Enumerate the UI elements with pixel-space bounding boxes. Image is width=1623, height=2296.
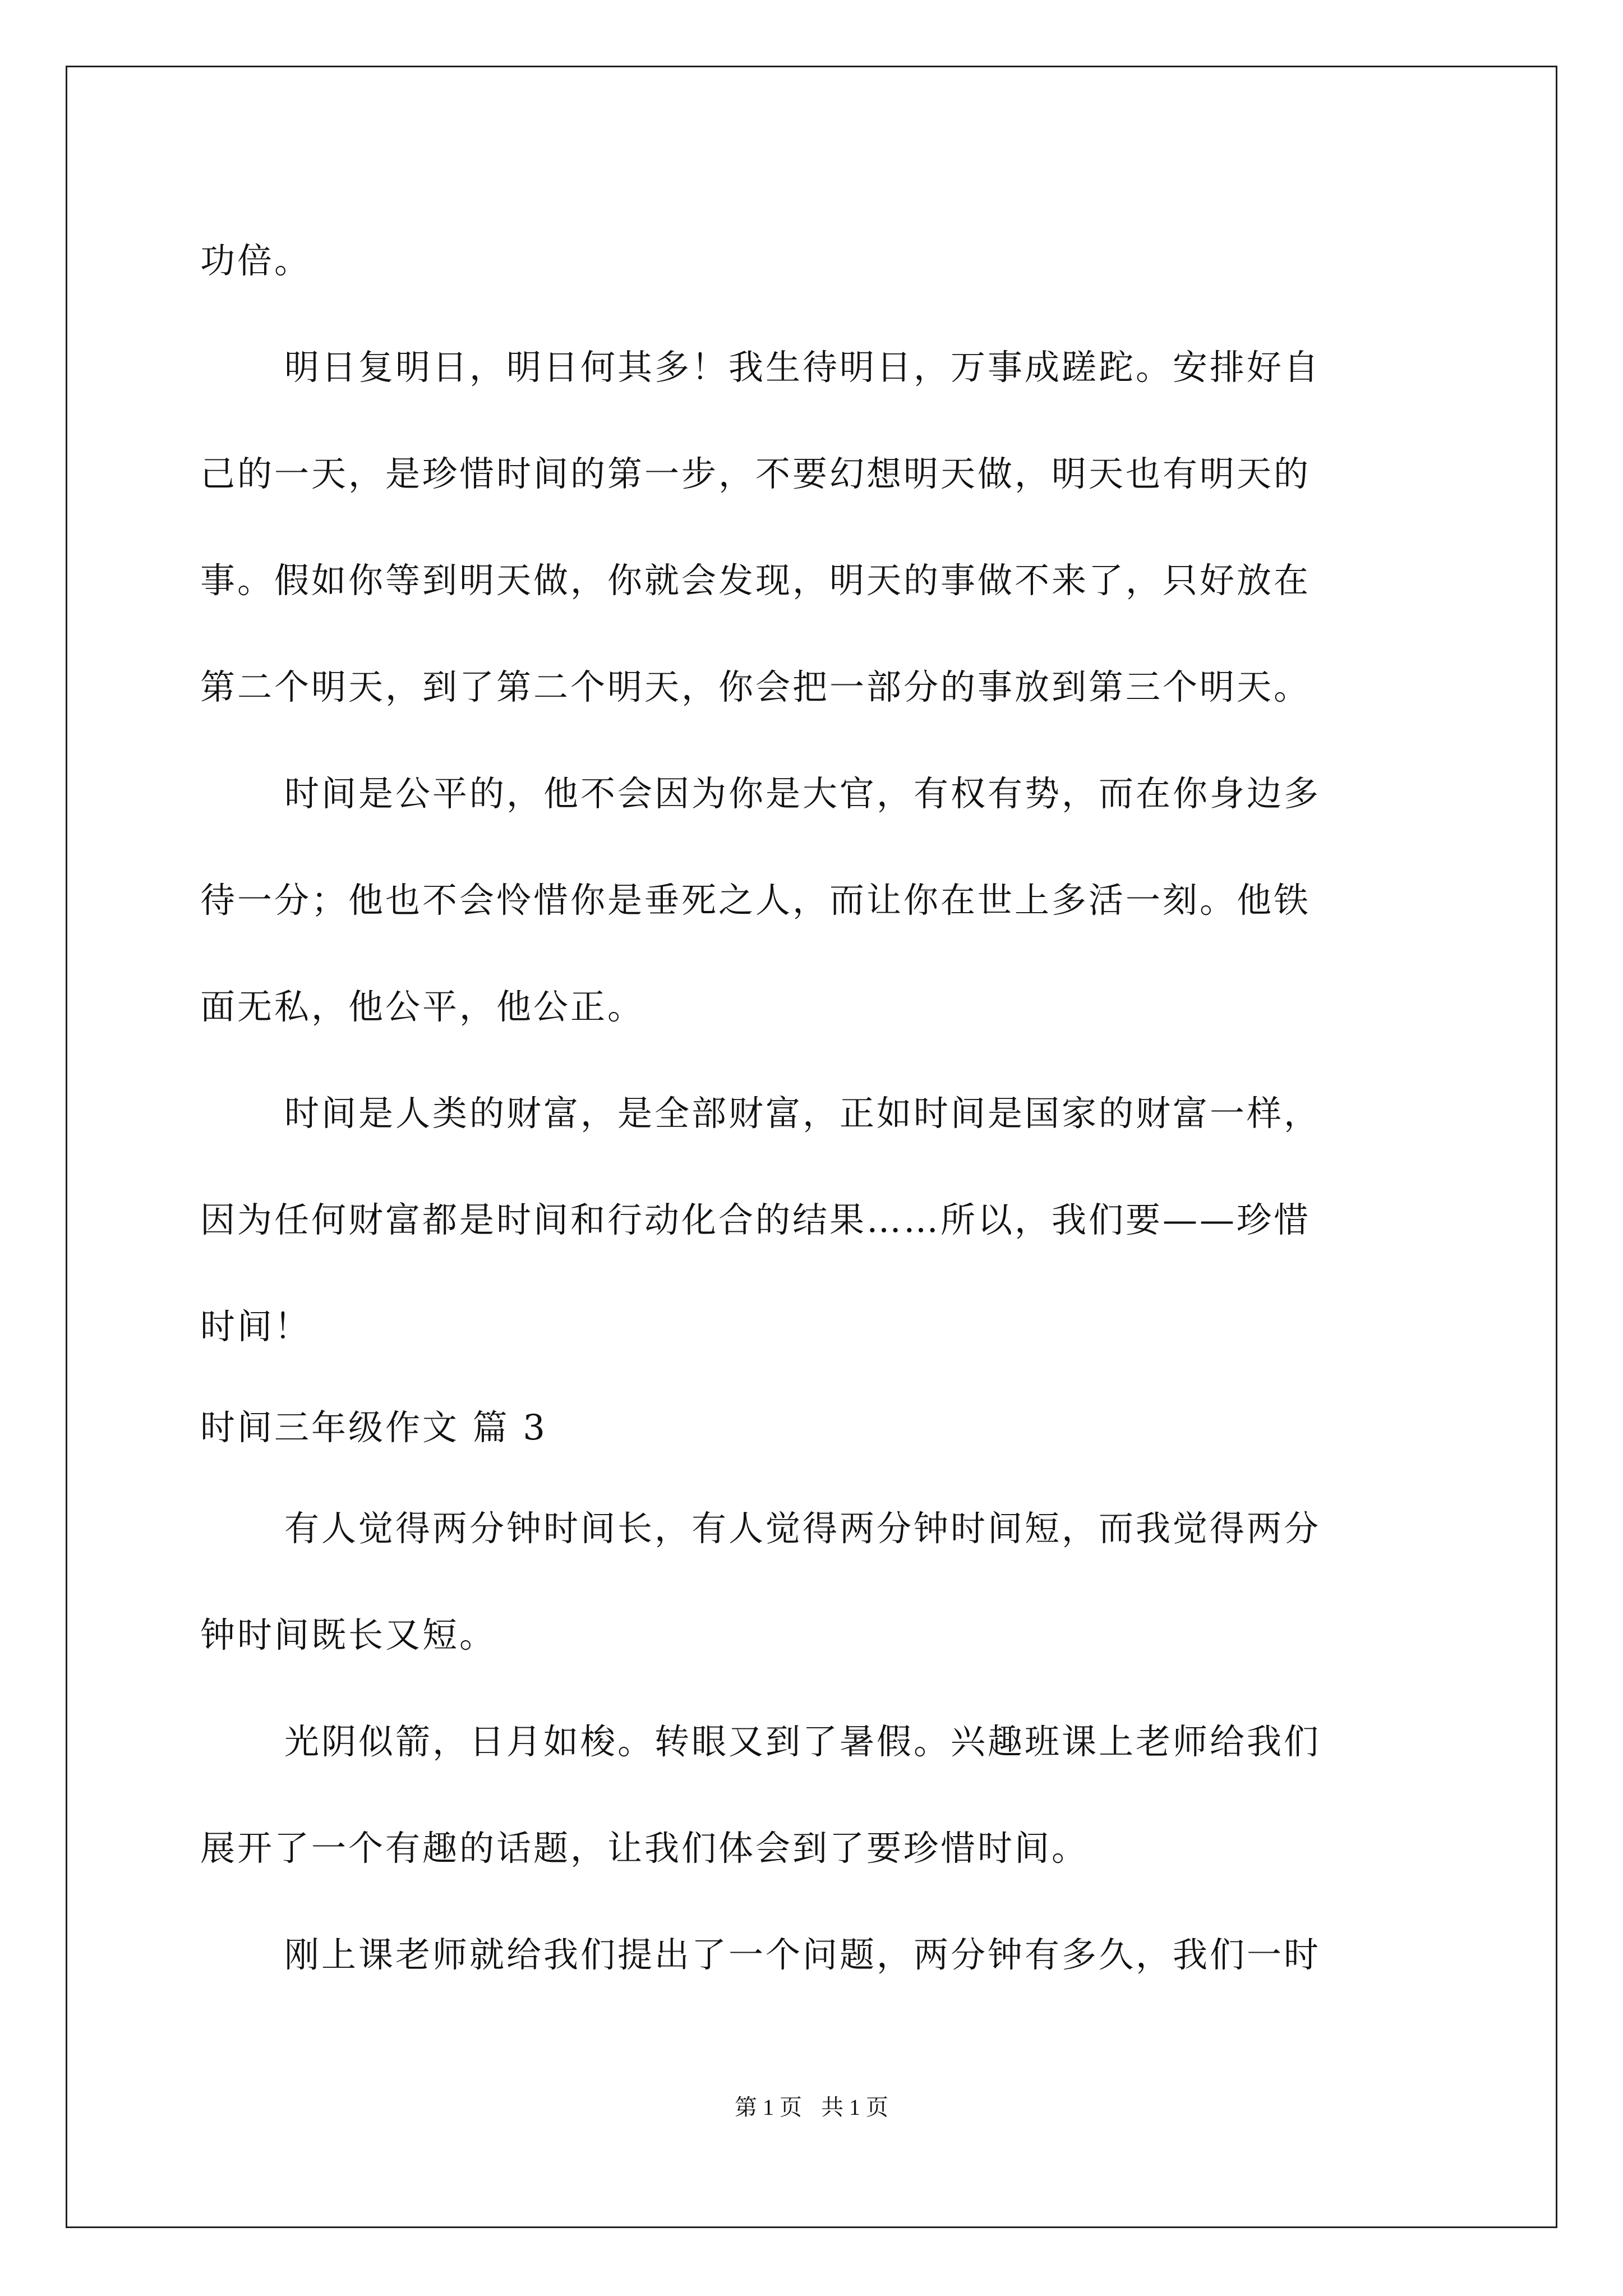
text-line: 时间！ [200, 1306, 312, 1347]
page-footer [0, 2090, 1623, 2122]
text-line: 事。假如你等到明天做，你就会发现，明天的事做不来了，只好放在 [200, 560, 1311, 601]
paragraph-start: 刚上课老师就给我们提出了一个问题，两分钟有多久，我们一时 [284, 1934, 1321, 1975]
page-number: 第 1 页 [735, 2095, 802, 2120]
text-line: 第二个明天，到了第二个明天，你会把一部分的事放到第三个明天。 [200, 666, 1311, 707]
text-line: 己的一天，是珍惜时间的第一步，不要幻想明天做，明天也有明天的 [200, 453, 1311, 494]
text-line: 因为任何财富都是时间和行动化合的结果……所以，我们要——珍惜 [200, 1199, 1311, 1240]
paragraph-start: 时间是人类的财富，是全部财富，正如时间是国家的财富一样， [284, 1093, 1321, 1134]
text-line: 展开了一个有趣的话题，让我们体会到了要珍惜时间。 [200, 1828, 1089, 1869]
text-line: 面无私，他公平，他公正。 [200, 986, 645, 1027]
page-total: 共 1 页 [821, 2095, 888, 2120]
text-line: 钟时间既长又短。 [200, 1614, 497, 1655]
document-body [200, 208, 1434, 2008]
text-line: 待一分；他也不会怜惜你是垂死之人，而让你在世上多活一刻。他铁 [200, 880, 1311, 921]
paragraph-start: 有人觉得两分钟时间长，有人觉得两分钟时间短，而我觉得两分 [284, 1508, 1321, 1549]
paragraph-start: 光阴似箭，日月如梭。转眼又到了暑假。兴趣班课上老师给我们 [284, 1721, 1321, 1762]
text-line: 功倍。 [200, 240, 312, 281]
paragraph-start: 明日复明日，明日何其多！我生待明日，万事成蹉跎。安排好自 [284, 347, 1321, 388]
section-heading: 时间三年级作文 篇 3 [200, 1407, 547, 1448]
paragraph-start: 时间是公平的，他不会因为你是大官，有权有势，而在你身边多 [284, 773, 1321, 814]
